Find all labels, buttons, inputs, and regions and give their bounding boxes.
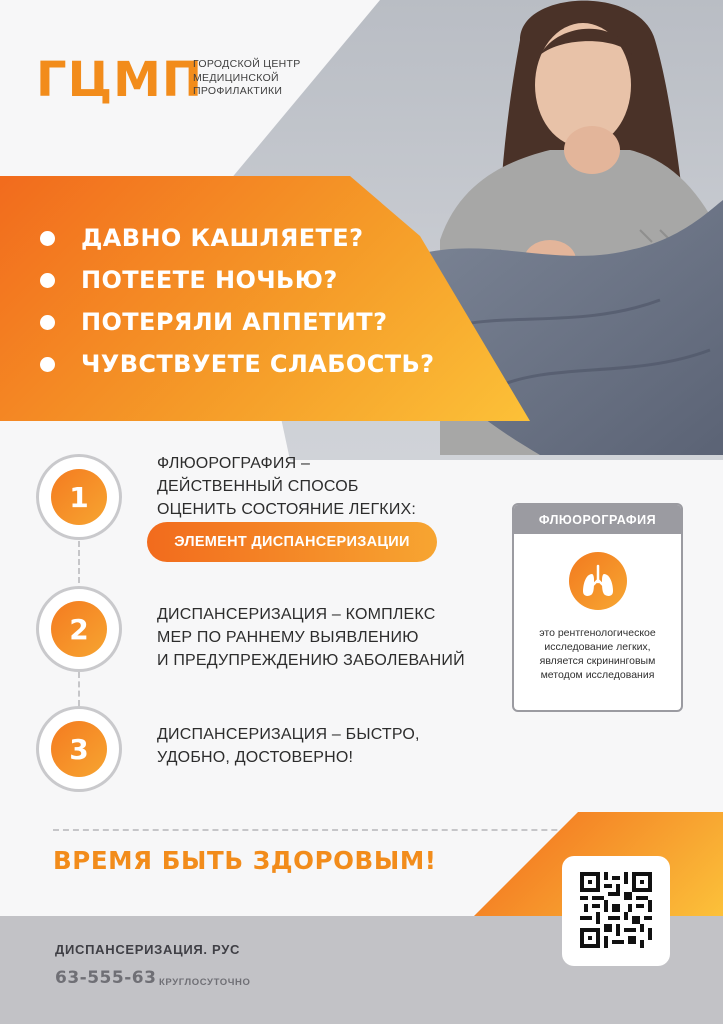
step-1-marker bbox=[36, 454, 122, 540]
bullet-icon bbox=[40, 273, 55, 288]
card-line: является скрининговым bbox=[539, 655, 656, 667]
question-item bbox=[40, 301, 435, 343]
bullet-icon bbox=[40, 357, 55, 372]
question-item bbox=[40, 217, 435, 259]
bullet-icon bbox=[40, 315, 55, 330]
step-number: 3 bbox=[51, 721, 107, 777]
card-line: исследование легких, bbox=[544, 641, 651, 653]
qr-code[interactable] bbox=[562, 856, 670, 966]
step-line: ДИСПАНСЕРИЗАЦИЯ – КОМПЛЕКС bbox=[157, 606, 436, 623]
dispanserization-badge: ЭЛЕМЕНТ ДИСПАНСЕРИЗАЦИИ bbox=[147, 522, 437, 562]
brand-name-line: ГОРОДСКОЙ ЦЕНТР bbox=[193, 58, 301, 70]
card-line: это рентгенологическое bbox=[539, 627, 656, 639]
step-line: ФЛЮОРОГРАФИЯ – bbox=[157, 455, 311, 472]
step-line: ДЕЙСТВЕННЫЙ СПОСОБ bbox=[157, 478, 359, 495]
question-item bbox=[40, 259, 435, 301]
lungs-icon bbox=[569, 552, 627, 610]
website-link[interactable]: ДИСПАНСЕРИЗАЦИЯ. РУС bbox=[55, 942, 241, 957]
bullet-icon bbox=[40, 231, 55, 246]
brand-name-line: МЕДИЦИНСКОЙ bbox=[193, 71, 279, 84]
step-connector bbox=[78, 672, 80, 706]
phone-number[interactable]: 63-555-63 bbox=[55, 968, 157, 988]
step-number: 1 bbox=[51, 469, 107, 525]
step-3-marker bbox=[36, 706, 122, 792]
card-line: методом исследования bbox=[540, 669, 655, 681]
slogan: ВРЕМЯ БЫТЬ ЗДОРОВЫМ! bbox=[53, 846, 437, 875]
card-title: ФЛЮОРОГРАФИЯ bbox=[514, 505, 681, 534]
step-line: ОЦЕНИТЬ СОСТОЯНИЕ ЛЕГКИХ: bbox=[157, 501, 417, 518]
step-3-text bbox=[157, 723, 420, 769]
step-1-text bbox=[157, 452, 416, 521]
step-connector bbox=[78, 541, 80, 583]
brand-logo: ГЦМП bbox=[36, 52, 204, 108]
phone-hours: КРУГЛОСУТОЧНО bbox=[159, 977, 251, 988]
qr-code-icon bbox=[580, 872, 652, 948]
step-line: ДИСПАНСЕРИЗАЦИЯ – БЫСТРО, bbox=[157, 726, 420, 743]
step-2-marker bbox=[36, 586, 122, 672]
step-line: МЕР ПО РАННЕМУ ВЫЯВЛЕНИЮ bbox=[157, 629, 419, 646]
fluorography-card bbox=[512, 503, 683, 712]
question-text: ЧУВСТВУЕТЕ СЛАБОСТЬ? bbox=[81, 350, 435, 378]
brand-name-line: ПРОФИЛАКТИКИ bbox=[193, 85, 283, 97]
question-text: ПОТЕЕТЕ НОЧЬЮ? bbox=[81, 266, 338, 294]
question-text: ПОТЕРЯЛИ АППЕТИТ? bbox=[81, 308, 388, 336]
question-text: ДАВНО КАШЛЯЕТЕ? bbox=[81, 224, 364, 252]
question-item bbox=[40, 343, 435, 385]
step-number: 2 bbox=[51, 601, 107, 657]
brand-name bbox=[193, 58, 323, 99]
step-2-text bbox=[157, 603, 465, 672]
card-description bbox=[520, 626, 675, 682]
step-line: УДОБНО, ДОСТОВЕРНО! bbox=[157, 749, 354, 766]
step-line: И ПРЕДУПРЕЖДЕНИЮ ЗАБОЛЕВАНИЙ bbox=[157, 652, 465, 669]
symptom-questions bbox=[40, 217, 435, 385]
